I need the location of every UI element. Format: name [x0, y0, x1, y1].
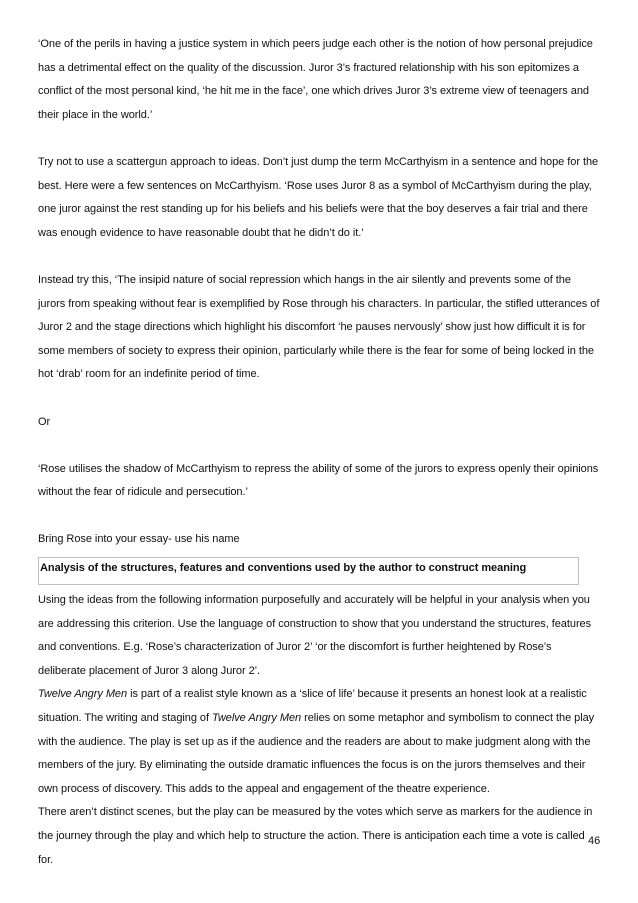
or-label: Or — [38, 415, 51, 428]
paragraph-instead: Instead try this, ‘The insipid nature of social repression which hangs in the air silently and prevents some of the jurors from speaking without fear is exemplified by Rose through his characters. In particular, the stifled utterances of Juror 2 and the stage directions which highlight his discomfort ‘he pauses nervously’ show just how difficult it is for some members of society to express their opinion, particularly while there is the fear for some of being locked in the hot ‘drab’ room for an indefinite period of time. — [38, 273, 600, 381]
play-title: Twelve Angry Men — [38, 688, 128, 701]
paragraph-bring-rose: Bring Rose into your essay- use his name — [38, 533, 240, 546]
play-title: Twelve Angry Men — [212, 712, 302, 725]
paragraph-scattergun: Try not to use a scattergun approach to ideas. Don’t just dump the term McCarthyism in a sentence and hope for the best. Here were a few sentences on McCarthyism. ‘Rose uses Juror 8 as a symbol of McCarthyism during the play, one juror against the rest standing up for his beliefs and his beliefs were that the boy deserves a fair trial and there was enough evidence to have reasonable doubt that he didn’t do it.’ — [38, 155, 599, 239]
paragraph-using-ideas: Using the ideas from the following information purposefully and accurately will be helpful in your analysis when you are addressing this criterion. Use the language of construction to show that you understand the structures, features and conventions. E.g. ‘Rose’s characterization of Juror 2’ ‘or the discomfort is further heightened by Rose’s deliberate placement of Juror 3 along Juror 2’. — [38, 594, 592, 677]
section-heading: Analysis of the structures, features and conventions used by the author to construct meaning — [38, 557, 579, 585]
paragraph-scenes: There aren’t distinct scenes, but the play can be measured by the votes which serve as markers for the audience in the journey through the play and which help to structure the action. There is anticipation each time a vote is called for. — [38, 806, 593, 866]
paragraph-text: is part of a realist style known as a ‘slice of life’ because it presents an honest look at a realistic situation. The writing and staging of — [38, 688, 587, 725]
page-number: 46 — [588, 835, 601, 847]
paragraph-realist-style — [38, 683, 600, 801]
paragraph-perils: ‘One of the perils in having a justice system in which peers judge each other is the notion of how personal prejudice has a detrimental effect on the quality of the discussion. Juror 3’s fractured relationship with his son epitomizes a conflict of the most personal kind, ‘he hit me in the face’, one which drives Juror 3’s extreme view of teenagers and their place in the world.’ — [38, 38, 593, 121]
paragraph-shadow: ‘Rose utilises the shadow of McCarthyism to repress the ability of some of the jurors to express openly their opinions without the fear of ridicule and persecution.’ — [38, 462, 599, 499]
document-page — [38, 33, 600, 872]
paragraph-text: relies on some metaphor and symbolism to connect the play with the audience. The play is set up as if the audience and the readers are about to make judgment along with the members of the jury. By eliminating the outside dramatic influences the focus is on the jurors themselves and their own process of discovery. This adds to the appeal and engagement of the theatre experience. — [38, 712, 595, 795]
